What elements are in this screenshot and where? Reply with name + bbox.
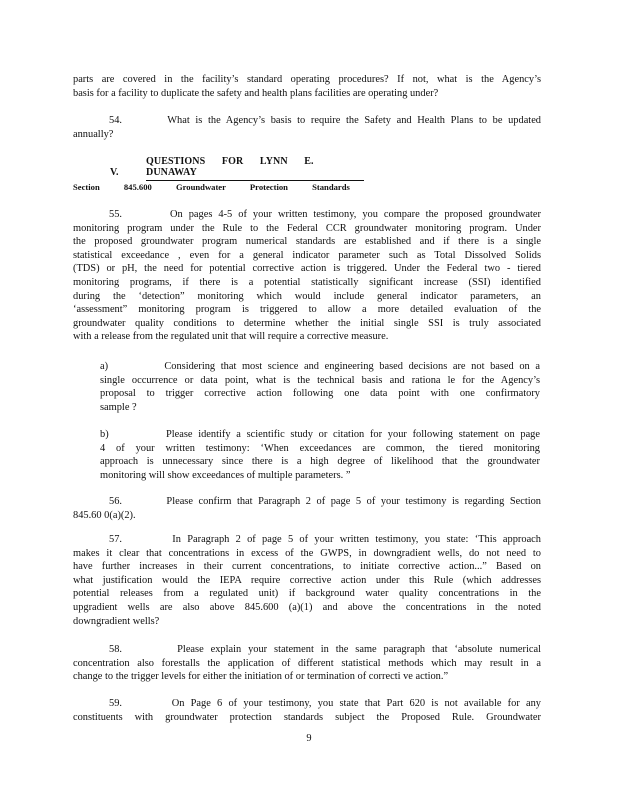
text-line: parts are covered in the facility’s standard operating procedures? If not, what is the Agency’s bbox=[73, 74, 541, 85]
paragraph-continuation bbox=[73, 73, 541, 100]
page-number: 9 bbox=[306, 733, 312, 744]
text-line: 54. What is the Agency’s basis to require the Safety and Health Plans to be updated bbox=[109, 115, 541, 126]
text-line: groundwater quality conditions to determine whether the initial single SSI is truly associated bbox=[73, 317, 541, 329]
text-line: monitoring program under the Rule to the Federal CCR groundwater monitoring program. Under bbox=[73, 222, 541, 234]
text-line: 57. In Paragraph 2 of page 5 of your written testimony, you state: ‘This approach bbox=[109, 534, 541, 545]
text-line: concentration also forestalls the application of different statistical methods which may result in a bbox=[73, 657, 541, 669]
text-line: 59. On Page 6 of your testimony, you state that Part 620 is not available for any bbox=[109, 698, 541, 709]
question-55 bbox=[73, 208, 541, 344]
text-line: change to the trigger levels for either the initiation of or termination of correcti ve action.” bbox=[73, 671, 449, 683]
text-line: have further increases in their current concentrations, to initiate corrective action...” Based on bbox=[73, 561, 541, 573]
text-line: constituents with groundwater protection standards subject the Proposed Rule. Groundwater bbox=[73, 711, 541, 723]
text-line: sample ? bbox=[100, 401, 137, 413]
text-line: 56. Please confirm that Paragraph 2 of page 5 of your testimony is regarding Section bbox=[109, 496, 541, 507]
text-line: with a release from the regulated unit that will require a corrective measure. bbox=[73, 331, 389, 343]
heading-title: QUESTIONS FOR LYNN E. DUNAWAY bbox=[146, 156, 364, 181]
question-59 bbox=[73, 697, 541, 724]
text-line: 58. Please explain your statement in the same paragraph that ‘absolute numerical bbox=[109, 644, 541, 655]
text-line: annually? bbox=[73, 128, 114, 140]
text-line: 55. On pages 4-5 of your written testimony, you compare the proposed groundwater bbox=[109, 209, 541, 220]
heading-roman-numeral: V. bbox=[110, 167, 119, 178]
text-line: upgradient wells are also above 845.600 (a)(1) and above the concentrations in the noted bbox=[73, 601, 541, 613]
text-line: 4 of your written testimony: ‘When exceedances are common, the tiered monitoring bbox=[100, 442, 540, 454]
text-line: proposal to trigger corrective action following one data point with one confirmatory bbox=[100, 388, 540, 400]
section-subheading: Section 845.600 Groundwater Protection Standards bbox=[73, 182, 350, 192]
text-line: 845.60 0(a)(2). bbox=[73, 509, 136, 521]
text-line: monitoring will show exceedances of multiple parameters. ” bbox=[100, 469, 351, 481]
text-line: single occurrence or data point, what is the technical basis and rationa le for the Agency’s bbox=[100, 374, 540, 386]
text-line: approach is unnecessary since there is a high degree of likelihood that the groundwater bbox=[100, 456, 540, 468]
text-line: b) Please identify a scientific study or citation for your following statement on page bbox=[100, 429, 540, 440]
question-58 bbox=[73, 643, 541, 684]
text-line: makes it clear that concentrations in excess of the GWPS, in downgradient wells, do not need to bbox=[73, 547, 541, 559]
text-line: ‘assessment” monitoring program is triggered to allow a more detailed evaluation of the bbox=[73, 304, 541, 316]
text-line: statistical exceedance , even for a general indicator parameter such as Total Dissolved Solids bbox=[73, 249, 541, 261]
text-line: a) Considering that most science and engineering based decisions are not based on a bbox=[100, 361, 540, 372]
text-line: monitoring programs, if there is a potential statistically significant increase (SSI) identified bbox=[73, 276, 541, 288]
text-line: (TDS) or pH, the need for potential corrective action is triggered. Under the Federal two - tiered bbox=[73, 263, 541, 275]
text-line: downgradient wells? bbox=[73, 615, 160, 627]
question-56 bbox=[73, 495, 541, 522]
text-line: during the ‘detection” monitoring which would include general indicator parameters, an bbox=[73, 290, 541, 302]
section-heading bbox=[110, 156, 364, 181]
text-line: the proposed groundwater program numerical standards are established and if there is a single bbox=[73, 236, 541, 248]
question-55-b bbox=[100, 428, 540, 482]
text-line: what justification would the IEPA require corrective action under this Rule (which addresses bbox=[73, 574, 541, 586]
question-57 bbox=[73, 533, 541, 628]
question-55-a bbox=[100, 360, 540, 414]
text-line: potential releases from a regulated unit) if background water quality concentrations in the bbox=[73, 588, 541, 600]
question-54 bbox=[73, 114, 541, 141]
text-line: basis for a facility to duplicate the safety and health plans facilities are operating under? bbox=[73, 87, 439, 99]
